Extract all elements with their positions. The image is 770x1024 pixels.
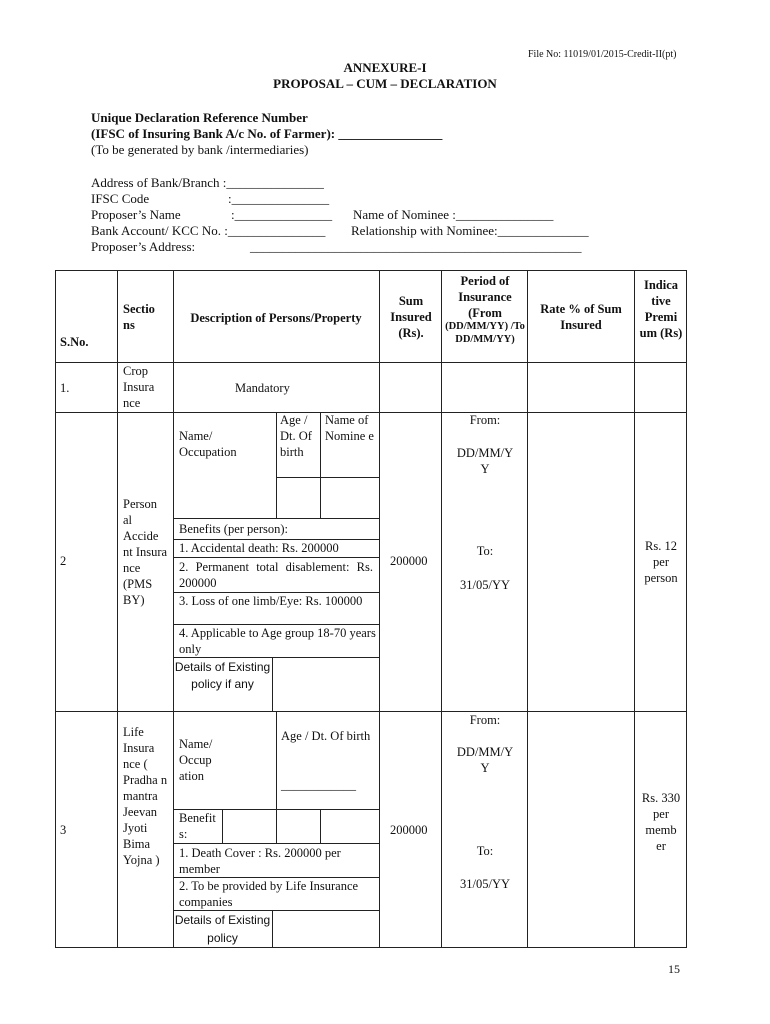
row3-benefits-title: Benefit s: xyxy=(179,811,216,841)
row1-section: Crop Insura nce xyxy=(123,364,155,410)
row2-from-date[interactable]: DD/MM/Y Y xyxy=(456,446,514,476)
col-header-period-format: (DD/MM/YY) /To DD/MM/YY) xyxy=(445,321,525,345)
proposer-name-field[interactable]: :_______________ xyxy=(231,207,333,222)
row1-description: Mandatory xyxy=(235,381,290,395)
row2-benefits-title: Benefits (per person): xyxy=(179,522,288,536)
row2-from-label: From: xyxy=(469,413,501,427)
document-title: PROPOSAL – CUM – DECLARATION xyxy=(273,76,497,91)
proposer-address-label: Proposer’s Address: xyxy=(91,239,196,254)
udrn-note: (To be generated by bank /intermediaries) xyxy=(91,142,309,157)
row3-existing-policy[interactable]: Details of Existing policy xyxy=(174,913,271,945)
annexure-heading: ANNEXURE-I xyxy=(343,60,427,75)
col-header-sum-insured: Sum Insured (Rs). xyxy=(390,294,432,340)
row1-sno: 1. xyxy=(60,381,70,395)
bank-account-field[interactable]: Bank Account/ KCC No. :_______________ xyxy=(91,223,326,238)
row2-sno: 2 xyxy=(60,554,67,568)
col-header-sno: S.No. xyxy=(60,335,89,349)
nominee-name-field[interactable]: Name of Nominee :_______________ xyxy=(353,207,554,222)
row2-nominee-name[interactable]: Name of Nomine e xyxy=(325,413,374,443)
row2-benefit-4: 4. Applicable to Age group 18-70 years only xyxy=(179,626,376,656)
row3-section: Life Insura nce ( Pradha n mantra Jeevan Jyoti Bima Yojna ) xyxy=(123,725,168,867)
proposer-name-label: Proposer’s Name xyxy=(91,207,181,222)
row2-sum-insured: 200000 xyxy=(390,554,428,568)
row2-age-dob[interactable]: Age / Dt. Of birth xyxy=(280,413,312,459)
row3-age-dob[interactable]: Age / Dt. Of birth xyxy=(281,729,371,743)
row3-sno: 3 xyxy=(60,823,67,837)
file-number: File No: 11019/01/2015-Credit-II(pt) xyxy=(528,49,677,60)
proposer-address-field[interactable]: ___________________________________________________ xyxy=(250,239,582,254)
col-header-section: Sectio ns xyxy=(123,302,155,332)
col-header-rate: Rate % of Sum Insured xyxy=(540,302,622,332)
row3-from-label: From: xyxy=(469,713,501,727)
row3-to-date[interactable]: 31/05/YY xyxy=(460,877,510,891)
udrn-ifsc-field[interactable]: (IFSC of Insuring Bank A/c No. of Farmer): ________________ xyxy=(91,126,443,141)
bank-address-field[interactable]: Address of Bank/Branch :_______________ xyxy=(91,175,324,190)
col-header-period: Period of Insurance (From xyxy=(458,274,512,320)
row2-to-date[interactable]: 31/05/YY xyxy=(460,578,510,592)
ifsc-label: IFSC Code xyxy=(91,191,150,206)
row2-section: Person al Accide nt Insura nce (PMS BY) xyxy=(123,497,168,607)
row2-name-occupation[interactable]: Name/ Occupation xyxy=(179,429,237,459)
udrn-label: Unique Declaration Reference Number xyxy=(91,110,308,125)
nominee-relationship-field[interactable]: Relationship with Nominee:______________ xyxy=(351,223,589,238)
row3-sum-insured: 200000 xyxy=(390,823,428,837)
row3-from-date[interactable]: DD/MM/Y Y xyxy=(456,745,514,775)
row2-benefit-1: 1. Accidental death: Rs. 200000 xyxy=(179,541,339,555)
col-header-description: Description of Persons/Property xyxy=(190,311,362,325)
row3-age-blank[interactable]: ____________ xyxy=(281,778,356,792)
row2-existing-policy[interactable]: Details of Existing policy if any xyxy=(174,660,271,691)
ifsc-field[interactable]: :_______________ xyxy=(228,191,330,206)
page-number: 15 xyxy=(668,962,680,976)
row2-to-label: To: xyxy=(476,544,494,558)
row2-benefit-3: 3. Loss of one limb/Eye: Rs. 100000 xyxy=(179,594,363,608)
row3-premium: Rs. 330 per memb er xyxy=(641,791,681,853)
row3-name-occupation[interactable]: Name/ Occup ation xyxy=(179,737,213,783)
row3-to-label: To: xyxy=(476,844,494,858)
row2-benefit-2: 2. Permanent total disablement: Rs. 200000 xyxy=(179,560,373,590)
col-header-premium: Indica tive Premi um (Rs) xyxy=(639,278,683,340)
row2-premium: Rs. 12 per person xyxy=(644,539,678,585)
row3-benefit-1: 1. Death Cover : Rs. 200000 per member xyxy=(179,846,341,876)
row3-benefit-2: 2. To be provided by Life Insurance companies xyxy=(179,879,359,909)
